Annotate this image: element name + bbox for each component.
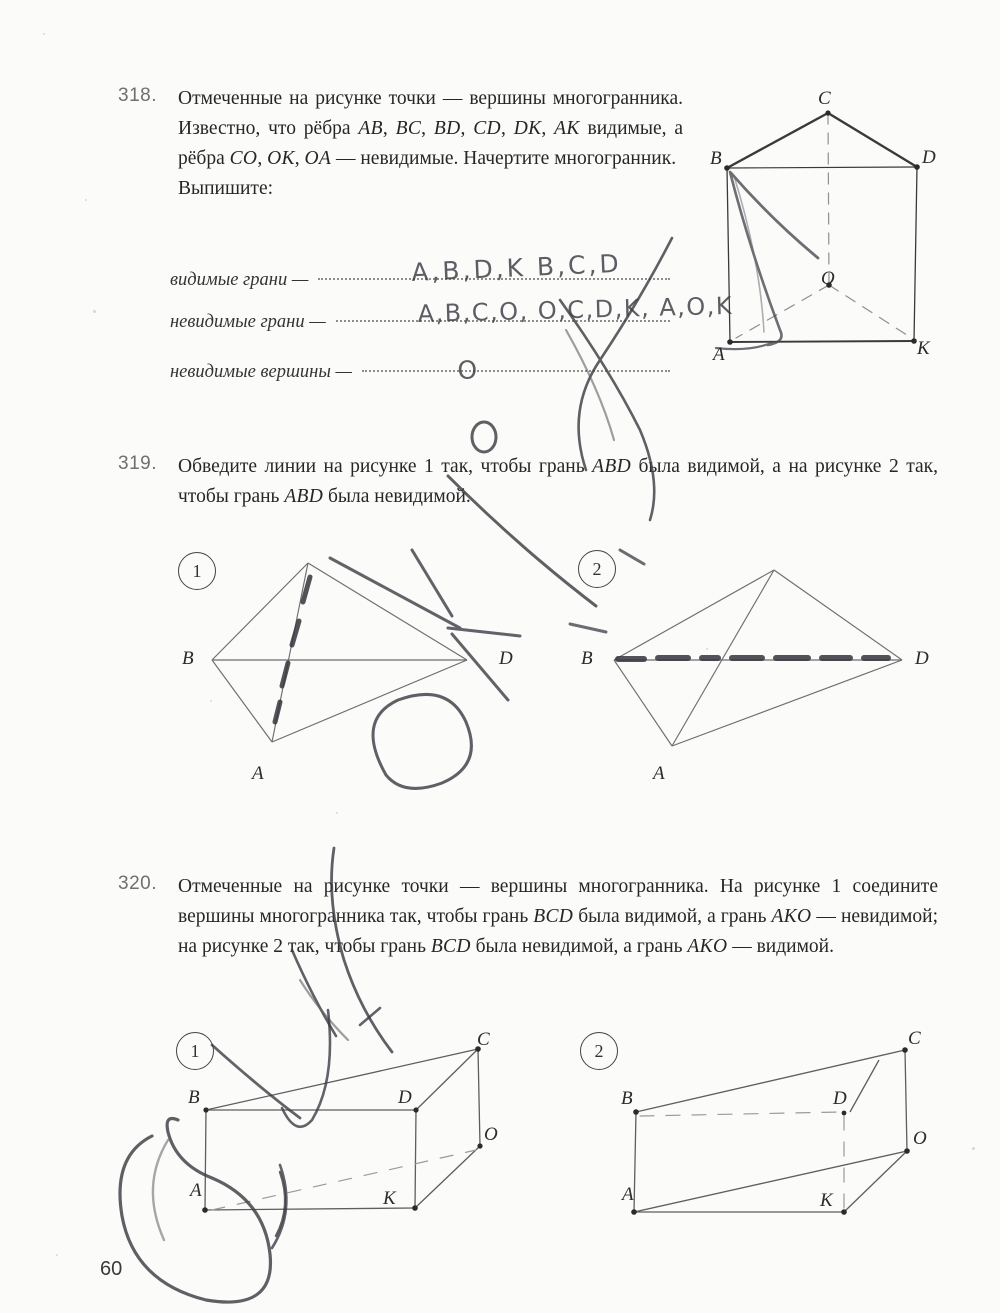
edge-B-A [205,1110,206,1210]
edge-B-C [636,1050,905,1112]
blank-dots-hidden-vertices[interactable] [362,370,670,372]
figure-319-1 [190,550,520,780]
edge-B-apex [614,570,774,660]
vertex-dots [724,110,920,344]
problem-319 [118,452,938,512]
scan-speck [706,648,708,650]
vertex-label-O-318: O [821,268,835,289]
vertex-label-C-318: C [818,88,831,109]
figure-319-2 [592,550,922,780]
edge-DK [914,167,917,341]
edge-BA [727,168,730,342]
edge-CD [828,113,917,167]
edge-K-O [415,1146,480,1208]
edge-CO-hidden [828,113,829,283]
vertex-label-O-320-1: O [484,1124,498,1145]
vertex-label-A-319-2: A [653,763,665,784]
scan-speck [336,812,338,814]
traced-dashed-diagonal [275,577,310,722]
handwritten-answer-hidden-vertices: O [456,355,481,385]
edge-C-O [905,1050,907,1151]
scan-speck [43,33,45,35]
scan-speck [972,1147,975,1150]
vertex-label-O-320-2: O [913,1128,927,1149]
figure-marker-320-1-label: 1 [190,1040,200,1061]
edge-C-D-part [850,1060,879,1112]
edge-apex-D [308,563,467,660]
edge-B-A [634,1112,636,1212]
handwritten-answer-hidden-faces: A,B,C,O, O,C,D,K, A,O,K [417,291,734,328]
problem-318 [118,84,688,204]
edge-A-O-hidden [212,1150,476,1210]
figure-320-2 [580,1020,960,1270]
vertex-label-A-318: A [713,344,725,365]
vertex-label-B-320-1: B [188,1087,200,1108]
figure-marker-319-2-label: 2 [592,558,602,579]
figure-marker-319-1-label: 1 [192,560,202,581]
edge-B-C [206,1049,478,1110]
edge-A-O [634,1151,907,1212]
vertex-label-K-320-2: K [820,1190,833,1211]
edge-B-D-hidden [640,1112,842,1116]
vertex-label-A-320-1: A [190,1180,202,1201]
page-number: 60 [100,1258,123,1280]
vertex-label-A-320-2: A [622,1184,634,1205]
pencil-oval-319 [373,694,471,788]
vertex-label-D-320-1: D [398,1087,412,1108]
vertex-dots [202,1046,482,1213]
vertex-label-C-320-2: C [908,1028,921,1049]
figure-318 [690,80,970,380]
vertex-label-K-318: K [917,338,930,359]
vertex-label-K-320-1: K [383,1188,396,1209]
edge-D-K [415,1110,416,1208]
problem-318-number: 318. [118,85,157,106]
problem-320-number: 320. [118,873,157,894]
vertex-label-D-320-2: D [833,1088,847,1109]
edge-BD [727,167,917,168]
edge-C-O [478,1049,480,1146]
edge-C-D [416,1049,478,1110]
edge-A-D [272,660,467,742]
problem-320-text: Отмеченные на рисунке точки — вершины многогранника. На рисунке 1 соедините вершины многогранника так, чтобы грань BCD была видимой, а грань AKO — невидимой; на рисунке 2 так, чтобы грань BCD была невидимой, а грань AKO — видимой. [178,876,938,957]
edge-B-A [614,660,672,746]
figure-marker-320-2-label: 2 [594,1040,604,1061]
vertex-label-D-319-2: D [915,648,929,669]
problem-318-text: Отмеченные на рисунке точки — вершины многогранника. Известно, что рёбра AB, BC, BD, CD, DK, AK видимые, а рёбра CO, OK, OA — невидимые. Начертите многогранник. Выпишите: [178,88,684,199]
problem-319-number: 319. [118,453,157,474]
handwritten-answer-visible-faces: A,B,D,K B,C,D [410,248,623,287]
blank-row-hidden-vertices [170,362,670,383]
edge-A-D [672,660,902,746]
edge-AK [730,341,914,342]
vertex-label-D-319-1: D [499,648,513,669]
vertex-label-B-318: B [710,148,722,169]
edge-CB [727,113,828,168]
edge-K-O [844,1151,907,1212]
vertex-label-B-320-2: B [621,1088,633,1109]
vertex-label-A-319-1: A [252,763,264,784]
traced-dashed-BD [618,658,888,659]
problem-319-text: Обведите линии на рисунке 1 так, чтобы грань ABD была видимой, а на рисунке 2 так, чтобы грань ABD была невидимой. [178,456,938,507]
scan-speck [56,1254,58,1256]
vertex-label-C-320-1: C [477,1029,490,1050]
blank-label-hidden-faces: невидимые грани — [170,312,326,332]
scan-speck [93,310,96,313]
scan-speck [210,700,212,702]
vertex-label-B-319-2: B [581,648,593,669]
vertex-label-B-319-1: B [182,648,194,669]
scan-speck [85,199,87,201]
edge-apex-D [774,570,902,660]
edge-OA-hidden [736,285,829,338]
problem-320 [118,872,938,962]
vertex-dots [631,1047,910,1215]
edge-OK-hidden [829,285,910,337]
blank-label-hidden-vertices: невидимые вершины — [170,362,352,382]
vertex-label-D-318: D [922,147,936,168]
blank-label-visible-faces: видимые грани — [170,270,309,290]
edge-B-A [212,660,272,742]
